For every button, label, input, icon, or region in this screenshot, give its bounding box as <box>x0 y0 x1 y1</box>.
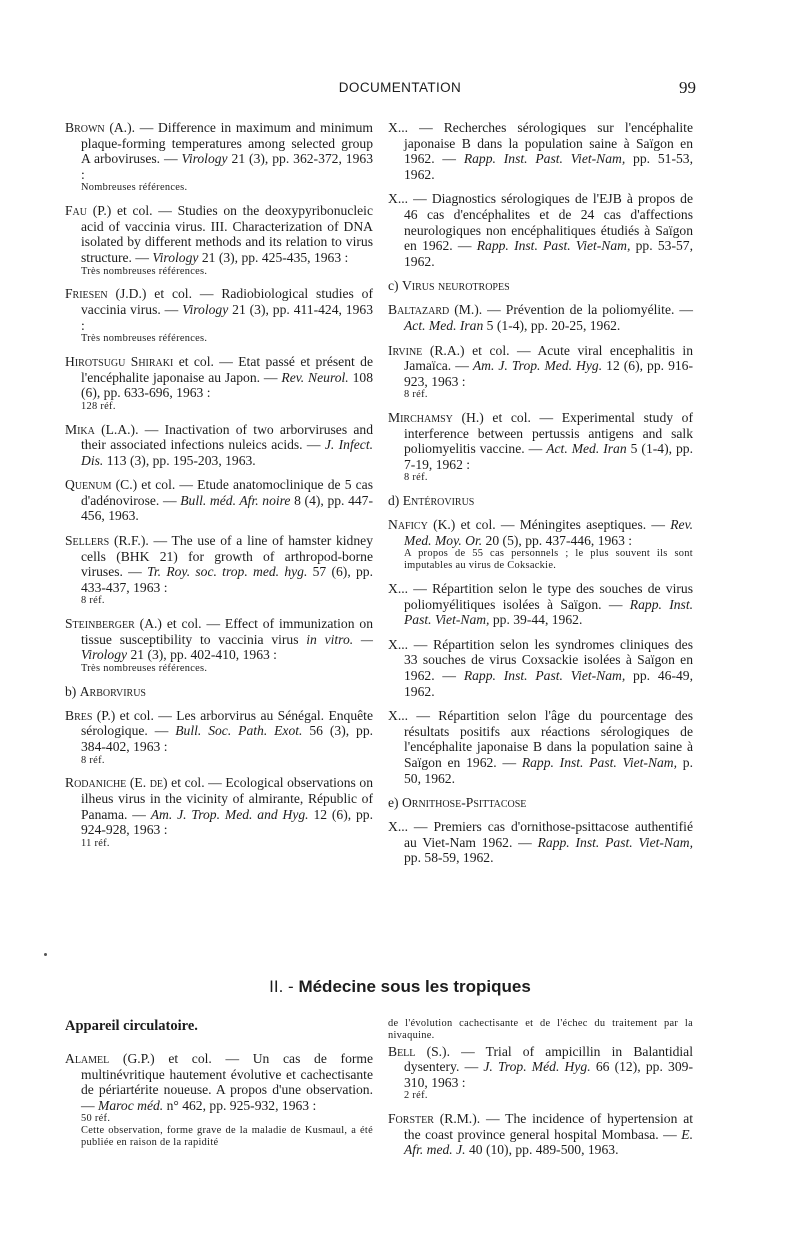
reference-entry <box>388 819 693 866</box>
reference-author: Bell (S.). <box>388 1043 450 1059</box>
reference-details: 12 (6), pp. 916-923, 1963 : <box>404 358 693 389</box>
reference-details: 40 (10), pp. 489-500, 1963. <box>465 1142 619 1158</box>
reference-text: et col. — Etude anatomoclinique de 5 cas d'adénovirose. — <box>81 477 374 508</box>
reference-journal: Rapp. Inst. Past. Viet-Nam, <box>463 151 626 167</box>
reference-details: pp. 51-53, 1962. <box>404 151 693 182</box>
reference-details: 66 (12), pp. 309-310, 1963 : <box>404 1059 693 1090</box>
reference-journal: Rev. Med. Moy. Or. <box>404 517 693 548</box>
reference-note: 11 réf. <box>81 837 110 849</box>
section-heading-c: c) Virus neurotropes <box>388 278 510 294</box>
reference-author: Fau (P.) <box>65 203 112 219</box>
reference-text: — Répartition selon l'âge du pourcentage des résultats positifs aux réactions sérologiques de l'encéphalite japonaise B dans la population saine à Saïgon en 1962. — <box>404 708 693 770</box>
reference-text: — The incidence of hypertension at the coast province general hospital Mombasa. — <box>404 1111 694 1142</box>
reference-note: Très nombreuses références. <box>81 333 208 345</box>
reference-details: 21 (3), pp. 362-372, 1963 : <box>81 151 373 182</box>
reference-note: 8 réf. <box>404 472 428 484</box>
reference-note: Très nombreuses références. <box>81 265 208 277</box>
section-heading-e: e) Ornithose-Psittacose <box>388 795 527 811</box>
reference-journal: Tr. Roy. soc. trop. med. hyg. <box>147 564 308 580</box>
reference-details: 20 (5), pp. 437-446, 1963 : <box>482 532 633 548</box>
reference-entry <box>65 203 373 277</box>
running-header <box>0 78 800 100</box>
reference-entry <box>388 343 693 402</box>
reference-text: et col. — Experimental study of interference between pertussis antigens and salk poliomyelitis vaccine. — <box>404 410 693 457</box>
reference-note-detail: Cette observation, forme grave de la maladie de Kusmaul, a été publiée en raison de la rapidité <box>81 1125 373 1148</box>
reference-entry <box>388 581 693 628</box>
reference-text: — Prévention de la poliomyélite. — <box>482 302 693 318</box>
bottom-left-column <box>65 1018 373 1158</box>
reference-text: — Trial of ampicillin in Balantidial dysentery. — <box>404 1043 693 1075</box>
reference-list-c <box>388 302 693 484</box>
reference-author: Steinberger (A.) <box>65 616 162 632</box>
reference-note: 8 réf. <box>404 389 428 401</box>
reference-note: 128 réf. <box>81 400 116 412</box>
reference-text: — Diagnostics sérologiques de l'EJB à propos de 46 cas d'encéphalites et de 24 cas d'affections neurologiques non encéphalitiques étudiés à Saïgon en 1962. — <box>404 191 693 254</box>
reference-note: 2 réf. <box>404 1090 428 1102</box>
reference-journal: Am. J. Trop. Med. and Hyg. <box>150 806 309 822</box>
reference-entry <box>388 708 693 786</box>
reference-details: 5 (1-4), pp. 7-19, 1962 : <box>404 441 693 472</box>
reference-author: Baltazard (M.). <box>388 302 483 318</box>
reference-author: X... <box>388 120 409 135</box>
reference-note: 8 réf. <box>81 595 105 607</box>
reference-entry <box>65 477 373 524</box>
reference-text: et col. — Les arborvirus au Sénégal. Enquête sérologique. — <box>81 707 373 739</box>
reference-entry <box>65 120 373 194</box>
reference-author: Friesen (J.D.) <box>65 286 147 302</box>
reference-journal: Act. Med. Iran <box>404 317 484 333</box>
reference-journal: Rev. Neurol. <box>281 369 349 385</box>
reference-text: — Recherches sérologiques sur l'encéphalite japonaise B dans la population saine à Saïgon en 1962. — <box>404 120 693 167</box>
reference-details: 113 (3), pp. 195-203, 1963. <box>103 452 256 468</box>
reference-journal: Rapp. Inst. Past. Viet-Nam, <box>404 596 694 628</box>
reference-note: 50 réf. <box>81 1113 111 1125</box>
continued-note: de l'évolution cachectisante et de l'échec du traitement par la nivaquine. <box>388 1018 693 1041</box>
reference-entry <box>65 775 373 849</box>
reference-entry <box>65 616 373 675</box>
reference-text: — Premiers cas d'ornithose-psittacose authentifié au Viet-Nam 1962. — <box>404 819 693 850</box>
reference-text: — Répartition selon les syndromes cliniques des 33 souches de virus Coxsackie isolées à Saïgon en 1962. — <box>404 636 693 684</box>
reference-journal: J. Infect. Dis. <box>81 437 373 468</box>
reference-entry <box>388 517 693 572</box>
reference-text: — Inactivation of two arborviruses and their associated infections nuleics acids. — <box>81 421 373 453</box>
reference-journal: Rapp. Inst. Past. Viet-Nam, <box>537 834 693 850</box>
reference-details: 21 (3), pp. 402-410, 1963 : <box>127 647 277 663</box>
reference-author: Brown (A.). <box>65 120 136 135</box>
reference-author: X... <box>388 191 409 207</box>
reference-note: Très nombreuses références. <box>81 663 208 675</box>
reference-note: Nombreuses références. <box>81 182 188 194</box>
reference-author: Sellers (R.F.). <box>65 533 149 549</box>
reference-author: Naficy (K.) <box>388 517 456 533</box>
reference-author: Bres (P.) <box>65 707 116 723</box>
reference-list-a-cont <box>388 120 693 269</box>
page-number: 99 <box>679 78 696 97</box>
reference-entry <box>65 708 373 767</box>
reference-journal: Rapp. Inst. Past. Viet-Nam, <box>463 668 626 684</box>
reference-text: et col. — Effect of immunization on tissue susceptibility to vaccinia virus <box>81 616 373 647</box>
reference-author: Mirchamsy (H.) <box>388 410 484 426</box>
right-column <box>388 120 693 875</box>
reference-journal: Virology <box>152 249 199 265</box>
reference-list-b <box>65 708 373 850</box>
reference-journal: Bull. méd. Afr. noire <box>180 492 291 508</box>
reference-details: pp. 39-44, 1962. <box>489 612 583 628</box>
reference-journal: Act. Med. Iran <box>546 441 627 457</box>
reference-details: 57 (6), pp. 433-437, 1963 : <box>81 564 373 595</box>
reference-text: — The use of a line of hamster kidney cells (BHK 21) for growth of arthropod-borne viruses. — <box>81 533 373 580</box>
reference-entry <box>65 354 373 413</box>
left-column <box>65 120 373 859</box>
reference-author: X... <box>388 708 409 724</box>
reference-author: X... <box>388 581 409 597</box>
reference-text: et col. — Etat passé et présent de l'encéphalite japonaise au Japon. — <box>81 353 374 385</box>
reference-journal: Virology <box>182 301 229 317</box>
reference-text: — Difference in maximum and minimum plaque-forming temperatures among selected group A arboviruses. — <box>81 120 373 167</box>
reference-author: Mika (L.A.). <box>65 421 139 437</box>
reference-author: Rodaniche (E. de) <box>65 775 168 791</box>
subheading: Appareil circulatoire. <box>65 1018 198 1034</box>
reference-author: Forster (R.M.). <box>388 1111 481 1127</box>
reference-details: pp. 58-59, 1962. <box>404 850 494 866</box>
reference-entry <box>388 120 693 182</box>
reference-journal: J. Trop. Méd. Hyg. <box>483 1059 591 1075</box>
reference-journal: Virology <box>181 151 228 167</box>
main-section-heading: II. - Médecine sous les tropiques <box>269 977 531 996</box>
reference-entry <box>65 533 373 607</box>
reference-author: Irvine (R.A.) <box>388 342 465 358</box>
reference-text: et col. — Radiobiological studies of vaccinia virus. — <box>81 286 374 317</box>
section-heading-b: b) Arborvirus <box>65 683 146 699</box>
reference-details: pp. 46-49, 1962. <box>404 668 693 699</box>
reference-journal: Rapp. Inst. Past. Viet-Nam, <box>521 755 678 770</box>
reference-author: X... <box>388 819 409 835</box>
reference-entry <box>388 302 693 333</box>
reference-journal: Rapp. Inst. Past. Viet-Nam, <box>476 238 631 254</box>
reference-list-e <box>388 819 693 866</box>
reference-list-a <box>65 120 373 675</box>
reference-entry <box>65 422 373 469</box>
reference-note: 8 réf. <box>81 754 105 766</box>
reference-details: 8 (4), pp. 447-456, 1963. <box>81 492 374 524</box>
reference-journal: Am. J. Trop. Med. Hyg. <box>472 358 603 374</box>
reference-details: 5 (1-4), pp. 20-25, 1962. <box>483 317 621 333</box>
reference-entry <box>388 637 693 699</box>
section-heading-d: d) Entérovirus <box>388 493 475 509</box>
reference-details: 108 (6), pp. 633-696, 1963 : <box>81 369 373 401</box>
reference-list-d <box>388 517 693 786</box>
reference-journal: E. Afr. med. J. <box>404 1126 693 1158</box>
page-speck <box>44 953 47 956</box>
reference-author: Quenum (C.) <box>65 477 138 493</box>
reference-entry <box>65 286 373 345</box>
reference-text: — Répartition selon le type des souches de virus poliomyélitiques isolées à Saïgon. — <box>404 581 693 612</box>
reference-entry <box>388 191 693 269</box>
reference-details: 56 (3), pp. 384-402, 1963 : <box>81 723 374 754</box>
reference-text: et col. — Acute viral encephalitis in Jamaïca. — <box>404 342 693 374</box>
reference-details: p. 50, 1962. <box>404 755 693 786</box>
bottom-right-column <box>388 1018 693 1167</box>
reference-text: et col. — Studies on the deoxypyribonucleic acid of vaccinia virus. III. Characterization of DNA isolated by different methods and its relation to virus structure. — <box>81 203 373 265</box>
reference-details: 21 (3), pp. 411-424, 1963 : <box>81 301 373 333</box>
reference-text: et col. — Méningites aseptiques. — <box>455 517 671 533</box>
reference-journal: in vitro. — Virology <box>81 631 373 663</box>
reference-entry: Alamel (G.P.) et col. — Un cas de forme multinévritique hautement évolutive et cachectisante de périartérite noueuse. A propos d'une observation. — Maroc méd. n° 462, pp. 925-932, 1963 : 50 réf. Cette observation, forme grave de la maladie de Kusmaul, a été publiée en raison de la rapidité <box>65 1051 374 1148</box>
reference-entry <box>388 1044 693 1103</box>
reference-author: X... <box>388 636 409 652</box>
reference-details: 21 (3), pp. 425-435, 1963 : <box>198 249 349 265</box>
header-title: DOCUMENTATION <box>338 80 462 95</box>
reference-entry <box>388 1111 693 1158</box>
reference-entry <box>388 410 693 484</box>
reference-details: pp. 53-57, 1962. <box>404 238 693 269</box>
reference-journal: Bull. Soc. Path. Exot. <box>175 723 303 739</box>
reference-note: A propos de 55 cas personnels ; le plus souvent ils sont imputables au virus de Coksackie. <box>404 548 693 572</box>
reference-author: Hirotsugu Shiraki <box>65 353 174 369</box>
reference-text: et col. — Ecological observations on ilheus virus in the vicinity of almirante, Républic of Panama. — <box>81 775 374 822</box>
reference-details: 12 (6), pp. 924-928, 1963 : <box>81 806 373 838</box>
reference-list-bottom <box>388 1044 693 1158</box>
